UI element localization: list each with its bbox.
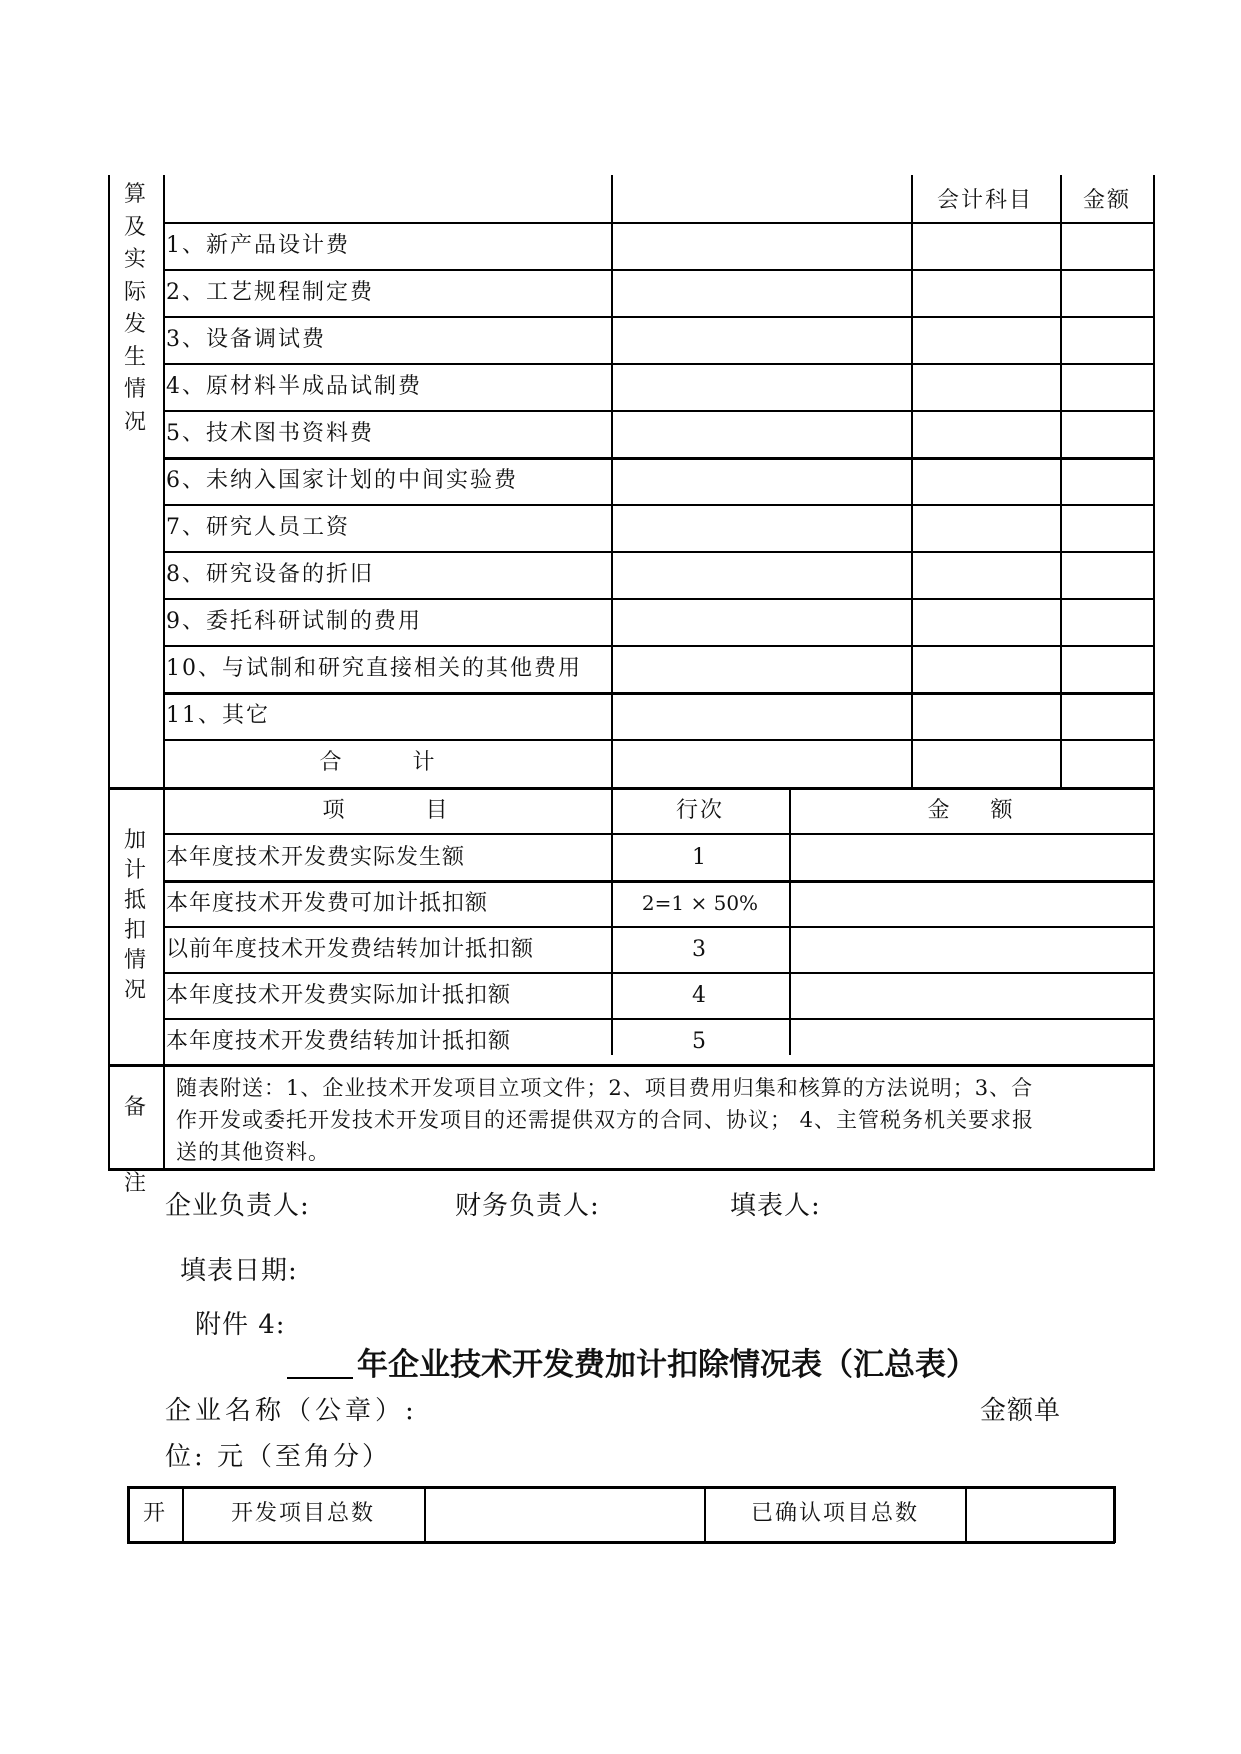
- table-line: [163, 410, 1153, 412]
- remarks-side-label: 备 注: [123, 1095, 146, 1196]
- deduction-row-line: 2=1 × 50%: [641, 891, 759, 915]
- table-line: [163, 551, 1153, 553]
- table-line: [789, 788, 791, 1055]
- table-line: [163, 972, 1153, 974]
- deduction-row-label: 以前年度技术开发费结转加计抵扣额: [166, 937, 535, 962]
- company-name-label: 企业名称（公章）:: [165, 1396, 418, 1426]
- header-accounting-subject: 会计科目: [936, 188, 1034, 213]
- expense-row-label: 8、研究设备的折旧: [166, 562, 374, 587]
- deduction-row-line: 4: [692, 983, 708, 1008]
- table-line: [163, 316, 1153, 318]
- table-line: [1153, 175, 1155, 1170]
- deduction-row-line: 1: [692, 845, 708, 870]
- table-line: [108, 175, 110, 1170]
- table-line: [127, 1486, 130, 1543]
- table-line: [163, 363, 1153, 365]
- header-amount: 金 额: [927, 798, 1015, 823]
- remarks-line: 作开发或委托开发技术开发项目的还需提供双方的合同、协议； 4、主管税务机关要求报: [176, 1108, 1035, 1132]
- table-line: [163, 457, 1153, 460]
- deduction-row-label: 本年度技术开发费结转加计抵扣额: [166, 1029, 512, 1054]
- table-line: [163, 645, 1153, 647]
- total-projects-label: 开发项目总数: [230, 1501, 376, 1526]
- expense-row-label: 6、未纳入国家计划的中间实验费: [166, 468, 518, 493]
- leader-signature-label: 企业负责人:: [165, 1191, 310, 1221]
- expense-row-label: 3、设备调试费: [166, 327, 326, 352]
- expense-row-label: 9、委托科研试制的费用: [166, 609, 422, 634]
- table-line: [163, 692, 1153, 695]
- table-line: [127, 1486, 1115, 1489]
- filler-signature-label: 填表人:: [730, 1191, 821, 1221]
- table-line: [704, 1486, 706, 1543]
- table-line: [163, 598, 1153, 600]
- summary-side-label: 开: [142, 1501, 168, 1526]
- table-line: [182, 1486, 184, 1543]
- confirmed-projects-label: 已确认项目总数: [750, 1501, 920, 1526]
- attachment-label: 附件 4:: [195, 1310, 286, 1340]
- table-line: [163, 504, 1153, 506]
- attachment-title-text: 年企业技术开发费加计扣除情况表（汇总表）: [357, 1347, 977, 1383]
- expense-row-label: 7、研究人员工资: [166, 515, 350, 540]
- table-line: [163, 880, 1153, 883]
- table-line: [163, 175, 165, 1170]
- deduction-row-line: 5: [692, 1029, 708, 1054]
- section-side-label: 加 计 抵 扣 情 况: [123, 828, 146, 1003]
- expense-row-label: 11、其它: [166, 703, 270, 728]
- expense-row-label: 5、技术图书资料费: [166, 421, 374, 446]
- table-line: [965, 1486, 967, 1543]
- unit-label-part1: 金额单: [980, 1396, 1062, 1426]
- deduction-row-label: 本年度技术开发费实际发生额: [166, 845, 466, 870]
- deduction-row-label: 本年度技术开发费可加计抵扣额: [166, 891, 489, 916]
- table-line: [127, 1541, 1115, 1544]
- attachment-title: [287, 1347, 977, 1381]
- table-line: [911, 175, 913, 788]
- expense-row-label: 1、新产品设计费: [166, 233, 350, 258]
- table-line: [611, 175, 613, 1055]
- table-line: [163, 269, 1153, 271]
- expense-row-label: 10、与试制和研究直接相关的其他费用: [166, 656, 582, 681]
- table-line: [108, 1064, 1155, 1067]
- table-line: [163, 833, 1153, 835]
- table-line: [108, 787, 1155, 790]
- table-line: [163, 222, 1153, 224]
- table-line: [1113, 1486, 1116, 1543]
- remarks-line: 随表附送：1、企业技术开发项目立项文件；2、项目费用归集和核算的方法说明；3、合: [176, 1076, 1034, 1100]
- header-line-no: 行次: [675, 798, 725, 823]
- fill-date-label: 填表日期:: [180, 1256, 298, 1286]
- section-side-label: 算 及 实 际 发 生 情 况: [123, 182, 146, 435]
- header-item: 项 目: [322, 798, 450, 823]
- table-line: [108, 1168, 1155, 1171]
- total-label: 合 计: [319, 750, 437, 775]
- table-line: [424, 1486, 426, 1543]
- unit-label-part2: 位: 元（至角分）: [165, 1442, 392, 1472]
- year-blank: [287, 1347, 353, 1379]
- expense-row-label: 2、工艺规程制定费: [166, 280, 374, 305]
- deduction-row-label: 本年度技术开发费实际加计抵扣额: [166, 983, 512, 1008]
- finance-signature-label: 财务负责人:: [455, 1191, 600, 1221]
- expense-row-label: 4、原材料半成品试制费: [166, 374, 422, 399]
- header-amount: 金额: [1082, 188, 1132, 213]
- remarks-line: 送的其他资料。: [176, 1140, 330, 1164]
- table-line: [1060, 175, 1062, 788]
- deduction-row-line: 3: [692, 937, 708, 962]
- table-line: [163, 1018, 1153, 1020]
- table-line: [163, 926, 1153, 928]
- table-line: [163, 739, 1153, 741]
